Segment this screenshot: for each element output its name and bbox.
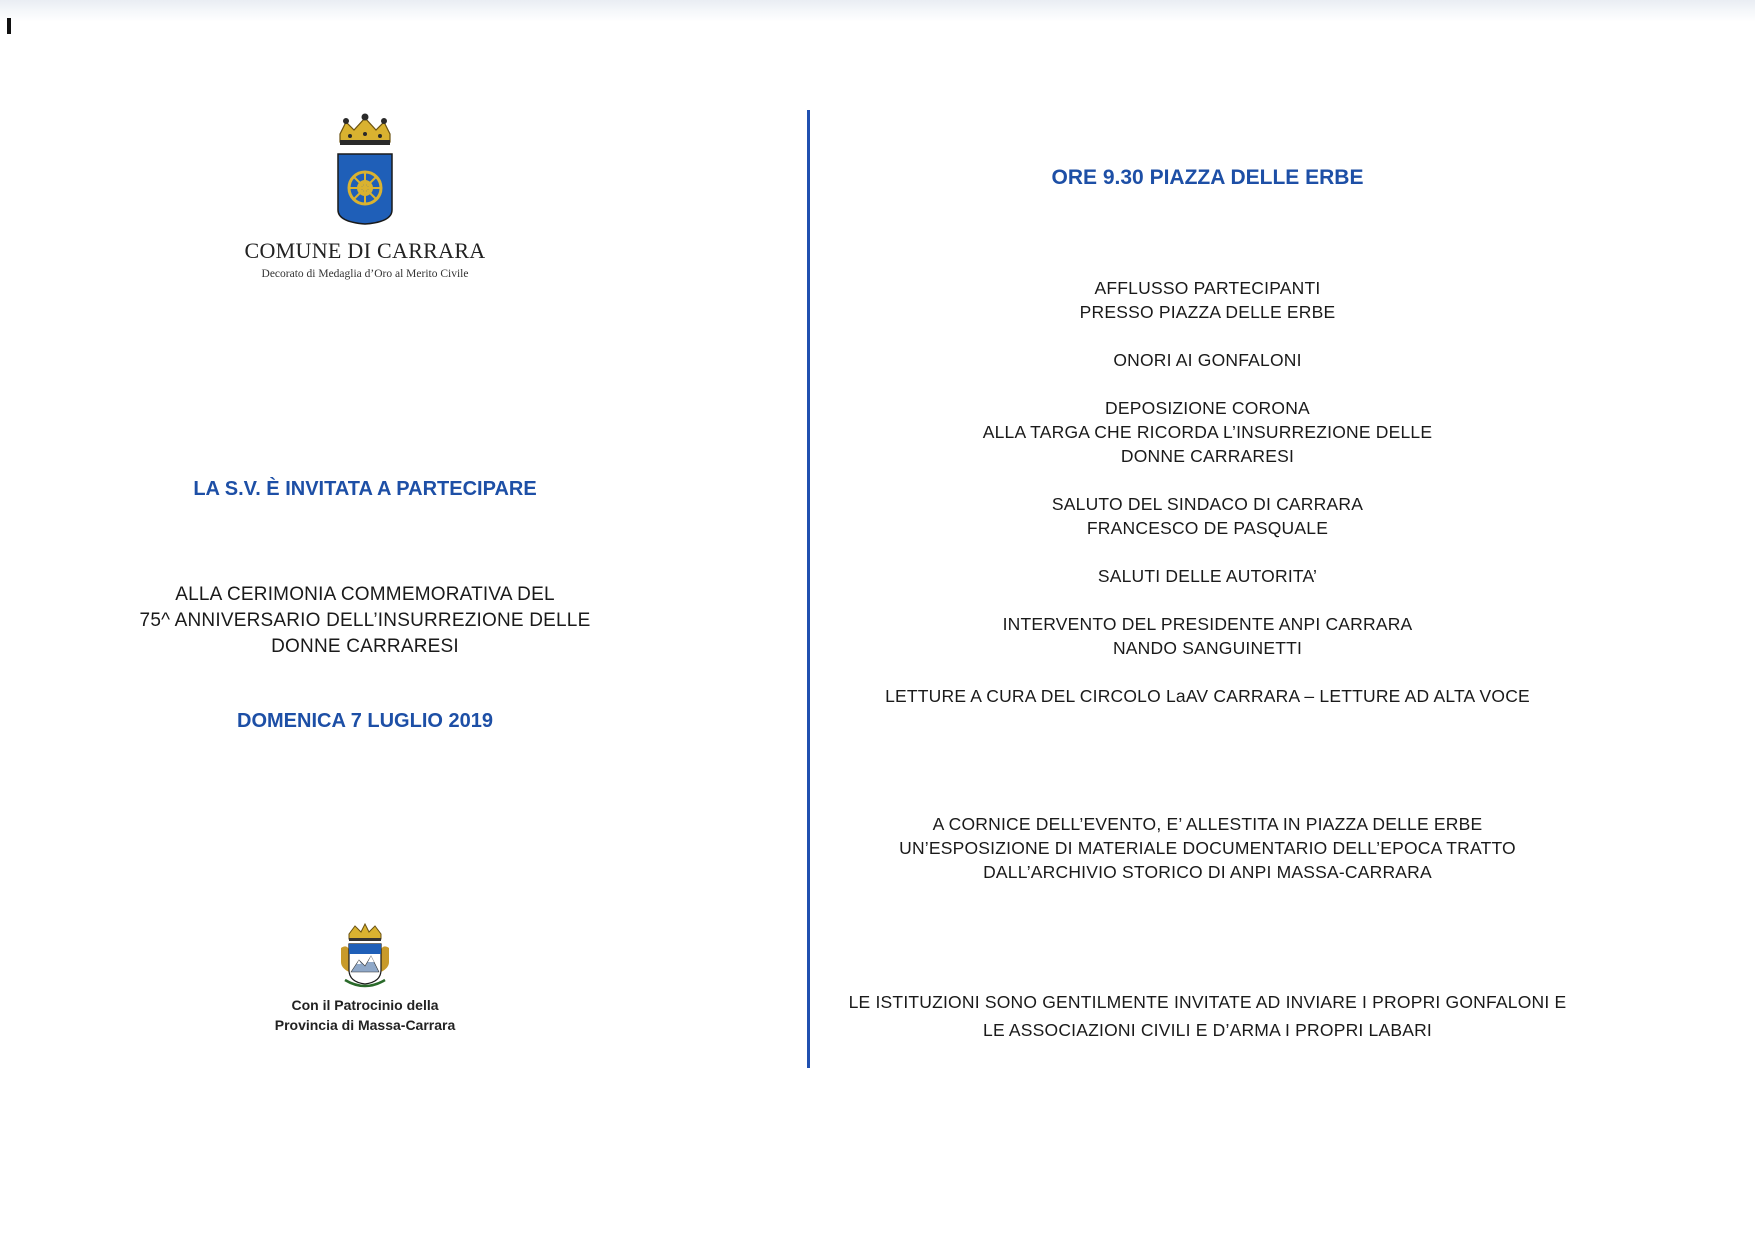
program-line: AFFLUSSO PARTECIPANTI bbox=[1094, 278, 1321, 298]
program-line: ALLA TARGA CHE RICORDA L’INSURREZIONE DELLE bbox=[982, 422, 1433, 442]
program-line: INTERVENTO DEL PRESIDENTE ANPI CARRARA bbox=[1002, 614, 1413, 634]
institutions-line: LE ASSOCIAZIONI CIVILI E D’ARMA I PROPRI LABARI bbox=[983, 1020, 1432, 1040]
program-line: ONORI AI GONFALONI bbox=[1113, 350, 1302, 370]
event-date: DOMENICA 7 LUGLIO 2019 bbox=[237, 710, 493, 732]
program-item bbox=[820, 396, 1595, 468]
ceremony-description bbox=[0, 582, 730, 660]
institutions-line: LE ISTITUZIONI SONO GENTILMENTE INVITATE AD INVIARE I PROPRI GONFALONI E bbox=[848, 992, 1567, 1012]
program-item bbox=[820, 684, 1595, 708]
program-item bbox=[820, 612, 1595, 660]
program-line: DONNE CARRARESI bbox=[1120, 446, 1295, 466]
institutions-note bbox=[820, 988, 1595, 1044]
program-list bbox=[820, 276, 1595, 732]
patrocinio-text bbox=[0, 995, 730, 1035]
ceremony-line: DONNE CARRARESI bbox=[271, 636, 459, 657]
program-line: NANDO SANGUINETTI bbox=[1112, 638, 1303, 658]
vertical-divider bbox=[807, 110, 810, 1068]
ceremony-line: 75^ ANNIVERSARIO DELL’INSURREZIONE DELLE bbox=[139, 610, 591, 631]
crown-icon bbox=[340, 114, 390, 146]
exhibition-line: DALL’ARCHIVIO STORICO DI ANPI MASSA-CARRARA bbox=[983, 862, 1432, 882]
program-item bbox=[820, 348, 1595, 372]
program-line: PRESSO PIAZZA DELLE ERBE bbox=[1079, 302, 1336, 322]
right-panel bbox=[820, 0, 1595, 1240]
program-item bbox=[820, 276, 1595, 324]
patrocinio-line: Con il Patrocinio della bbox=[291, 997, 439, 1013]
program-line: DEPOSIZIONE CORONA bbox=[1105, 398, 1310, 418]
program-item bbox=[820, 492, 1595, 540]
comune-title: COMUNE DI CARRARA bbox=[244, 238, 486, 263]
exhibition-line: A CORNICE DELL’EVENTO, E’ ALLESTITA IN PIAZZA DELLE ERBE bbox=[932, 814, 1483, 834]
exhibition-line: UN’ESPOSIZIONE DI MATERIALE DOCUMENTARIO DELL’EPOCA TRATTO bbox=[899, 838, 1516, 858]
program-heading: ORE 9.30 PIAZZA DELLE ERBE bbox=[1051, 166, 1364, 189]
carrara-coat-of-arms-icon bbox=[332, 112, 398, 228]
program-line: SALUTO DEL SINDACO DI CARRARA bbox=[1051, 494, 1364, 514]
program-line: FRANCESCO DE PASQUALE bbox=[1086, 518, 1329, 538]
comune-subtitle: Decorato di Medaglia d’Oro al Merito Civile bbox=[261, 268, 469, 280]
invitation-heading: LA S.V. È INVITATA A PARTECIPARE bbox=[193, 478, 537, 500]
left-panel bbox=[0, 0, 730, 1240]
ceremony-line: ALLA CERIMONIA COMMEMORATIVA DEL bbox=[175, 584, 555, 605]
patrocinio-line: Provincia di Massa-Carrara bbox=[274, 1017, 456, 1033]
program-line: SALUTI DELLE AUTORITA’ bbox=[1097, 566, 1318, 586]
province-coat-of-arms-icon bbox=[337, 922, 393, 996]
program-item bbox=[820, 564, 1595, 588]
program-line: LETTURE A CURA DEL CIRCOLO LaAV CARRARA – LETTURE AD ALTA VOCE bbox=[885, 686, 1530, 706]
exhibition-note bbox=[820, 812, 1595, 884]
